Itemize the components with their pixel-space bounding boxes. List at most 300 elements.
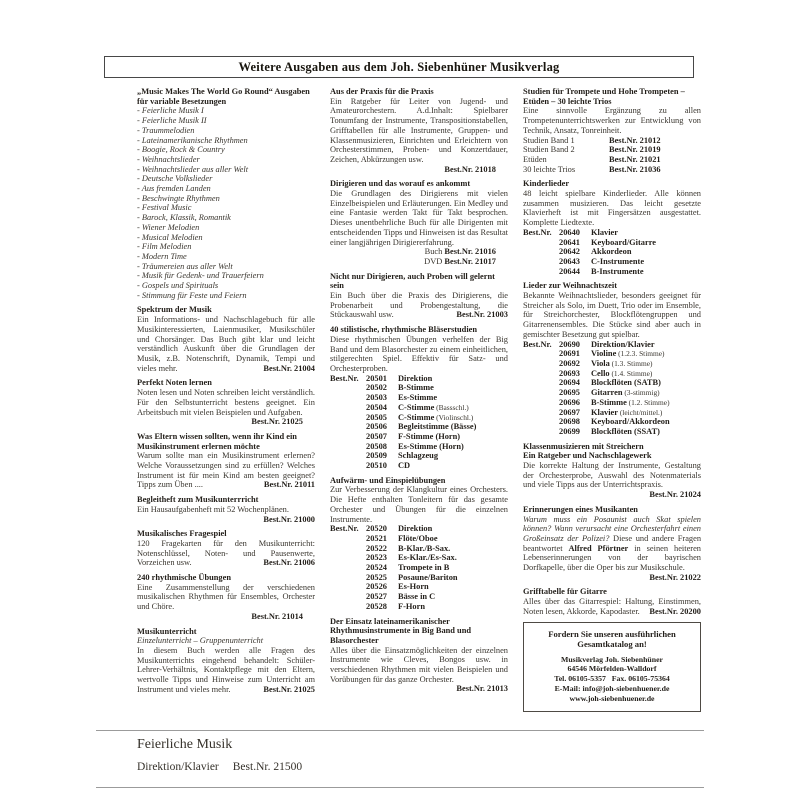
edition-row [330, 393, 508, 403]
edition-row [523, 417, 701, 427]
section-body [137, 315, 315, 373]
order-prefix: Best.Nr. [523, 339, 552, 349]
catalog-section [330, 179, 508, 266]
order-prefix [523, 408, 559, 418]
section-body [523, 106, 701, 135]
edition-row [523, 388, 701, 398]
order-number: 20643 [559, 256, 580, 266]
catalog-section [137, 573, 315, 622]
order-number: 20694 [559, 378, 580, 388]
order-number: 20508 [366, 441, 387, 451]
order-number: 20526 [366, 582, 387, 592]
edition-row [330, 403, 508, 413]
page-header-box [104, 56, 694, 78]
edition-note: (Violinschl.) [434, 412, 474, 422]
order-number: 20690 [559, 339, 580, 349]
order-number: Best.Nr. 20200 [649, 606, 701, 616]
section-title: Dirigieren und das worauf es ankommt [330, 179, 471, 189]
edition-cell [591, 388, 701, 398]
section-body [330, 189, 508, 247]
edition-cell [591, 378, 701, 388]
order-number-line [330, 257, 508, 267]
body-text: Alfred Pförtner [568, 543, 629, 553]
order-prefix [523, 257, 559, 267]
order-number: Best.Nr. 21004 [263, 363, 315, 373]
order-prefix [523, 417, 559, 427]
edition-cell [591, 257, 701, 267]
edition-name: Begleitstimme (Bässe) [398, 422, 477, 432]
edition-row [330, 573, 508, 583]
edition-row [523, 238, 701, 248]
page-title: Weitere Ausgaben aus dem Joh. Siebenhüner Musikverlag [238, 59, 560, 74]
edition-name: C-Stimme [398, 402, 435, 412]
section-body [523, 291, 701, 340]
section-title: Begleitheft zum Musikunterrricht [137, 495, 259, 505]
edition-cell [398, 403, 508, 413]
edition-cell [398, 422, 508, 432]
order-prefix [523, 267, 559, 277]
edition-name: Schlagzeug [398, 451, 439, 461]
body-text: Eine Zusammenstellung der verschiedenen musikalischen Rhythmen für Ensembles, Orchester und Chöre. [137, 582, 315, 612]
edition-name: Bässe in C [398, 592, 436, 602]
section-body [523, 515, 701, 583]
series-list-item: - Traummelodien [137, 125, 195, 135]
series-list-item: - Wiener Melodien [137, 222, 200, 232]
order-number: 20501 [366, 373, 387, 383]
edition-name: Keyboard/Gitarre [591, 237, 656, 247]
edition-row [523, 267, 701, 277]
edition-row [523, 247, 701, 257]
edition-name: Violine [591, 349, 617, 359]
body-text: Ein Hausaufgabenheft mit 52 Wochenplänen. [137, 504, 289, 514]
footer-edition: Direktion/Klavier [137, 761, 219, 773]
edition-name: Blockflöten (SSAT) [591, 426, 660, 436]
edition-name: Blockflöten (SATB) [591, 378, 661, 388]
edition-cell [398, 374, 508, 384]
column-2 [330, 87, 508, 712]
order-prefix [330, 403, 366, 413]
section-subtitle: Einzelunterricht – Gruppenunterricht [137, 636, 264, 646]
catalog-section [523, 179, 701, 276]
body-text: In diesem Buch werden alle Fragen des Musikunterrichts eingehend behandelt: Schüler-Lehrer-Verhältnis, Kontaktpflege mit den Eltern, wertvolle Tipps und Hinweise zum Unterricht am Instrument und vieles mehr. [137, 645, 315, 694]
edition-row [523, 155, 701, 165]
body-text: Die korrekte Haltung der Instrumente, Gestaltung der Orchesterprobe, Auswahl des Notenmaterials und viele Tipps aus der Unterrichtspraxis. [523, 461, 701, 490]
edition-row [523, 398, 701, 408]
body-text: Die Grundlagen des Dirigierens mit vielen Einzelbeispielen und Erläuterungen. Ein Medley und eine Fantasie werden Takt für Takt besprochen. Dieses unentbehrliche Buch für alle Dirigenten mit entscheidenden Tipps und Hinweisen ist das Resultat einer langjährigen Dirigiererfahrung. [330, 189, 508, 247]
footer-series-title: Feierliche Musik [137, 737, 233, 752]
order-prefix [523, 398, 559, 408]
section-body [137, 451, 315, 490]
catalog-section [137, 432, 315, 490]
edition-row [330, 422, 508, 432]
edition-row [523, 340, 701, 350]
order-number: 20522 [366, 543, 387, 553]
section-title: „Music Makes The World Go Round“ Ausgaben für variable Besetzungen [137, 87, 310, 106]
edition-note: (Bassschl.) [434, 402, 469, 412]
order-prefix: Best.Nr. [523, 227, 552, 237]
edition-name: Etüden [523, 154, 547, 164]
edition-row [523, 408, 701, 418]
footer-order-number: Best.Nr. 21500 [232, 761, 303, 773]
edition-cell [591, 228, 701, 238]
edition-name: F-Stimme (Horn) [398, 431, 461, 441]
edition-name: Posaune/Bariton [398, 572, 458, 582]
order-number: Best.Nr. 21021 [609, 154, 661, 164]
order-prefix [523, 427, 559, 437]
order-number: 20695 [559, 388, 580, 398]
order-number: Best.Nr. 21012 [609, 135, 661, 145]
series-list-item: - Weihnachtslieder [137, 154, 200, 164]
edition-row [330, 451, 508, 461]
order-number: Best.Nr. 21014 [251, 611, 303, 621]
order-number: 20528 [366, 601, 387, 611]
order-prefix [523, 388, 559, 398]
catalog-request-box [523, 622, 701, 712]
edition-cell [398, 413, 508, 423]
edition-note: (1.3. Stimme) [609, 358, 653, 368]
section-title: Nicht nur Dirigieren, auch Proben will gelernt sein [330, 271, 495, 291]
catalog-section [137, 378, 315, 427]
order-number: 20527 [366, 592, 387, 602]
order-number: 20520 [366, 524, 387, 534]
catalog-section [523, 505, 701, 583]
order-number: Best.Nr. 21018 [444, 164, 496, 174]
edition-cell [398, 544, 508, 554]
edition-cell [398, 553, 508, 563]
order-number-line [137, 612, 315, 622]
edition-name: DVD [424, 256, 445, 266]
edition-row [330, 553, 508, 563]
body-text: Alles über die Einsatzmöglichkeiten der einzelnen Instrumente wie Cleves, Bongos usw. in verschiedenen Rhythmen mit vielen Beispielen und Vorübungen für das ganze Orchester. [330, 645, 508, 684]
order-number: 20524 [366, 563, 387, 573]
order-number: 20697 [559, 407, 580, 417]
order-prefix [330, 413, 366, 423]
edition-row [330, 461, 508, 471]
series-list-item: - Modern Time [137, 251, 187, 261]
edition-cell [591, 408, 701, 418]
order-prefix [523, 238, 559, 248]
edition-cell [591, 369, 701, 379]
edition-cell [398, 442, 508, 452]
series-list-item: - Beschwingte Rhythmen [137, 193, 220, 203]
edition-row [523, 427, 701, 437]
edition-row [330, 602, 508, 612]
catalog-section [523, 87, 701, 174]
order-prefix [330, 592, 366, 602]
edition-name: Trompete in B [398, 563, 450, 573]
edition-cell [398, 602, 508, 612]
edition-name: B-Instrumente [591, 266, 644, 276]
section-body [137, 388, 315, 417]
edition-cell [591, 247, 701, 257]
edition-name: Viola [591, 358, 610, 368]
series-list-item: - Film Melodien [137, 242, 192, 252]
series-list-item: - Deutsche Volkslieder [137, 174, 213, 184]
catalog-section [523, 281, 701, 436]
order-number: 20641 [559, 237, 580, 247]
section-body [137, 583, 315, 612]
series-list-item: - Lateinamerikanische Rhythmen [137, 135, 248, 145]
edition-row [330, 544, 508, 554]
body-text: Ein Informations- und Nachschlagebuch für alle Musikinteressierten, Laienmusiker, Musikschüler und Chorsänger. Das Buch gibt klar und leicht verständlich Auskunft über die Grundlagen der Musik, z.B. Notenschrift, Dynamik, Tempi und vieles mehr. [137, 315, 315, 373]
body-text: Ein Buch über die Praxis des Dirigierens, die Probenarbeit und Probengestaltung, die Stückauswahl usw. [330, 291, 508, 320]
order-number: Best.Nr. 21016 [444, 247, 496, 257]
order-prefix [523, 359, 559, 369]
footer-divider-top [96, 730, 704, 731]
order-number: 20525 [366, 572, 387, 582]
edition-row [523, 359, 701, 369]
section-title: Erinnerungen eines Musikanten [523, 504, 638, 514]
edition-note: (1.4. Stimme) [609, 368, 653, 378]
edition-note: (leicht/mittel.) [617, 407, 663, 417]
series-list-item: - Weihnachtslieder aus aller Welt [137, 164, 249, 174]
body-text: Warum sollte man ein Musikinstrument erlernen? Welche Voraussetzungen sind zu erfüllen? Welches Instrument ist für mein Kind am besten geeignet? Tipps zum Üben .... [137, 451, 315, 490]
order-number-line [330, 247, 508, 257]
order-prefix [330, 383, 366, 393]
edition-row [523, 349, 701, 359]
order-number: 20510 [366, 461, 387, 471]
edition-cell [398, 383, 508, 393]
body-text: 48 leicht spielbare Kinderlieder. Alle können zusammen musizieren. Das leicht gesetzte Klavierheft ist mit Fingersätzen ausgestattet. Komplette Liedtexte. [523, 189, 701, 228]
edition-cell [398, 573, 508, 583]
order-prefix [330, 534, 366, 544]
order-prefix [330, 422, 366, 432]
edition-name: Studien Band 1 [523, 135, 575, 145]
series-list-item: - Aus fremden Landen [137, 184, 211, 194]
body-text: in seinen heiteren Lebenserinnerungen von der bayrischen Dorfkapelle, über die Oper bis zur Musikschule. [523, 543, 701, 573]
order-number: 20699 [559, 426, 580, 436]
order-number: Best.Nr. 21013 [456, 684, 508, 694]
section-title: Lieder zur Weihnachtszeit [523, 281, 617, 291]
edition-cell [398, 534, 508, 544]
order-number: Best.Nr. 21019 [609, 145, 661, 155]
order-number: Best.Nr. 21025 [263, 684, 315, 694]
edition-name: B-Klar./B-Sax. [398, 543, 451, 553]
section-title: Was Eltern wissen sollten, wenn ihr Kind ein Musikinstrument erlernen möchte [137, 431, 297, 451]
edition-name: CD [398, 461, 411, 471]
edition-note: (1.2. Stimme) [626, 397, 670, 407]
section-title: Musikunterricht [137, 626, 197, 636]
edition-row [330, 383, 508, 393]
edition-cell [591, 349, 701, 359]
order-prefix [330, 442, 366, 452]
order-number: Best.Nr. 21024 [649, 490, 701, 500]
edition-cell [591, 267, 701, 277]
footer-edition-line [137, 761, 302, 773]
order-number: 20509 [366, 451, 387, 461]
edition-row [523, 145, 701, 155]
edition-name: Es-Stimme (Horn) [398, 441, 464, 451]
body-text: Diese und andere Fragen beantwortet [523, 533, 702, 553]
order-number: Best.Nr. 21006 [263, 558, 315, 568]
order-prefix [523, 369, 559, 379]
edition-row [330, 413, 508, 423]
order-prefix [330, 582, 366, 592]
edition-cell [398, 563, 508, 573]
order-number: 20523 [366, 553, 387, 563]
edition-name: 30 leichte Trios [523, 164, 576, 174]
section-body [330, 335, 508, 374]
order-prefix [523, 349, 559, 359]
edition-row [523, 369, 701, 379]
section-title: Aus der Praxis für die Praxis [330, 87, 434, 96]
order-prefix [330, 432, 366, 442]
edition-name: Es-Klar./Es-Sax. [398, 553, 457, 563]
order-number: 20507 [366, 431, 387, 441]
order-number: 20503 [366, 393, 387, 403]
edition-cell [591, 398, 701, 408]
edition-row [330, 432, 508, 442]
order-number-line [137, 417, 315, 427]
order-number: 20506 [366, 422, 387, 432]
section-title: Perfekt Noten lernen [137, 378, 212, 388]
section-body [330, 485, 508, 524]
edition-name: B-Stimme [591, 397, 627, 407]
edition-cell [398, 524, 508, 534]
footer-divider-bottom [96, 787, 704, 788]
series-list-item: - Feierliche Musik II [137, 116, 207, 126]
edition-name: Es-Horn [398, 582, 429, 592]
edition-row [523, 257, 701, 267]
section-body [523, 189, 701, 228]
section-title: Aufwärm- und Einspielübungen [330, 475, 446, 485]
order-number: 20642 [559, 247, 580, 257]
publisher-contact-line: Musikverlag Joh. Siebenhüner [560, 654, 664, 664]
edition-note: (3-stimmig) [622, 388, 660, 398]
series-list-item: - Feierliche Musik I [137, 106, 204, 116]
body-text: Bekannte Weihnachtslieder, besonders geeignet für Streicher als Solo, im Duett, Trio oder im Ensemble, für Streichorchester, Blockflötengruppen und Gitarrenensembles. Die Stücke sind aber auch in gemischter Besetzung gut spielbar. [523, 291, 701, 339]
edition-row [523, 228, 701, 238]
edition-name: B-Stimme [398, 383, 434, 393]
edition-name: Akkordeon [591, 247, 632, 257]
edition-cell [398, 582, 508, 592]
order-prefix [330, 602, 366, 612]
edition-name: Buch [424, 247, 445, 257]
catalog-section [137, 627, 315, 695]
edition-row [330, 524, 508, 534]
catalog-columns [137, 87, 701, 712]
order-prefix: Best.Nr. [330, 373, 359, 383]
order-number: 20502 [366, 383, 387, 393]
section-title: Studien für Trompete und Hohe Trompeten – Etüden – 30 leichte Trios [523, 87, 685, 106]
series-list-item: - Musical Melodien [137, 232, 203, 242]
edition-cell [591, 417, 701, 427]
column-3 [523, 87, 701, 712]
order-number: Best.Nr. 21003 [456, 310, 508, 320]
body-text: Eine sinnvolle Ergänzung zu allen Trompetenunterrichtswerken zur Entwicklung von Technik, Ansatz, Tonreinheit. [523, 106, 701, 135]
edition-name: Klavier [591, 227, 618, 237]
catalog-section [330, 272, 508, 321]
edition-name: Gitarren [591, 388, 623, 398]
catalog-section [523, 442, 701, 500]
publisher-contact-line: Tel. 06105-5357 Fax. 06105-75364 [554, 674, 670, 684]
order-number: Best.Nr. 21011 [263, 480, 315, 490]
order-number: Best.Nr. 21000 [263, 514, 315, 524]
section-body [137, 646, 315, 695]
order-number: 20692 [559, 358, 580, 368]
edition-row [523, 136, 701, 146]
edition-name: Direktion/Klavier [591, 339, 655, 349]
body-text: Noten lesen und Noten schreiben leicht verständlich. Für den Selbstunterricht bestens geeignet. Ein Arbeitsbuch mit vielen Beispielen und Aufgaben. [137, 388, 315, 417]
edition-cell [398, 432, 508, 442]
body-text: Ein Ratgeber für Leiter von Jugend- und Amateurorchestern. A.d.Inhalt: Spielbarer Tonumfang der Instrumente, Transpositionstabellen, Grifftabellen für alle Instrumente, Gruppen- und Klassenmusizieren, Einrichten und Erleichtern von Orchesterstimmen, Proben- und Konzertdauer, Zeichen, Abkürzungen usw. [330, 96, 508, 164]
section-title: Musikalisches Fragespiel [137, 529, 227, 539]
edition-cell [591, 340, 701, 350]
section-title: Grifftabelle für Gitarre [523, 587, 607, 597]
catalog-section [137, 529, 315, 568]
catalog-box-heading: Fordern Sie unseren ausführlichen Gesamtkatalog an! [548, 628, 676, 650]
edition-row [330, 534, 508, 544]
order-prefix [330, 393, 366, 403]
section-title: Kinderlieder [523, 179, 570, 189]
order-number: Best.Nr. 21017 [444, 256, 496, 266]
body-text: Alles über das Gitarrespiel: Haltung, Einstimmen, Noten lesen, Akkorde, Kapodaster. [523, 597, 701, 616]
section-title: 240 rhythmische Übungen [137, 573, 231, 583]
catalog-section [330, 617, 508, 695]
edition-name: F-Horn [398, 601, 425, 611]
edition-note: (1.2.3. Stimme) [616, 349, 665, 359]
order-prefix: Best.Nr. [330, 524, 359, 534]
edition-row [330, 582, 508, 592]
catalog-section [137, 87, 315, 300]
catalog-section [137, 305, 315, 373]
edition-cell [591, 359, 701, 369]
order-number: 20521 [366, 533, 387, 543]
order-number: 20693 [559, 368, 580, 378]
edition-row [523, 165, 701, 175]
body-text: Diese rhythmischen Übungen verhelfen der Big Band und dem Blasorchester zu einem einheitlichen, stilgerechten Spiel. Effektiv für Satz- und Orchesterproben. [330, 334, 508, 373]
edition-name: Flöte/Oboe [398, 533, 438, 543]
section-title: Spektrum der Musik [137, 305, 212, 315]
order-number: 20696 [559, 397, 580, 407]
edition-cell [591, 427, 701, 437]
edition-row [330, 442, 508, 452]
order-prefix [330, 553, 366, 563]
order-prefix [330, 563, 366, 573]
edition-cell [398, 592, 508, 602]
edition-cell [591, 238, 701, 248]
order-number: Best.Nr. 21025 [251, 417, 303, 427]
catalog-section [330, 476, 508, 612]
section-title: Klassenmusizieren mit Streichern [523, 441, 644, 451]
section-body [523, 597, 701, 616]
edition-name: Direktion [398, 524, 433, 534]
section-subtitle: Ein Ratgeber und Nachschlagewerk [523, 451, 652, 461]
section-title: Der Einsatz lateinamerikanischer Rhythmusinstrumente in Big Band und Blasorchester [330, 616, 472, 645]
section-body [330, 97, 508, 165]
edition-name: Studien Band 2 [523, 145, 575, 155]
series-list-item: - Boogie, Rock & Country [137, 145, 225, 155]
order-prefix [330, 573, 366, 583]
section-body [330, 646, 508, 695]
section-body [330, 291, 508, 320]
edition-name: Klavier [591, 407, 618, 417]
series-list-item: - Stimmung für Feste und Feiern [137, 290, 247, 300]
series-list-item: - Gospels und Spirituals [137, 281, 219, 291]
edition-row [330, 592, 508, 602]
section-body [137, 505, 315, 524]
edition-name: Direktion [398, 373, 433, 383]
publisher-contact-line: E-Mail: info@joh-siebenhuener.de [554, 683, 670, 693]
order-prefix [330, 461, 366, 471]
publisher-contact-line: 64546 Mörfelden-Walldorf [567, 664, 657, 674]
order-prefix [523, 378, 559, 388]
order-prefix [330, 544, 366, 554]
series-list-item: - Festival Music [137, 203, 192, 213]
edition-cell [398, 461, 508, 471]
body-text: 120 Fragekarten für den Musikunterricht: Notenschlüssel, Noten- und Pausenwerte, Vorzeichen usw. [137, 538, 315, 568]
edition-name: C-Instrumente [591, 256, 645, 266]
